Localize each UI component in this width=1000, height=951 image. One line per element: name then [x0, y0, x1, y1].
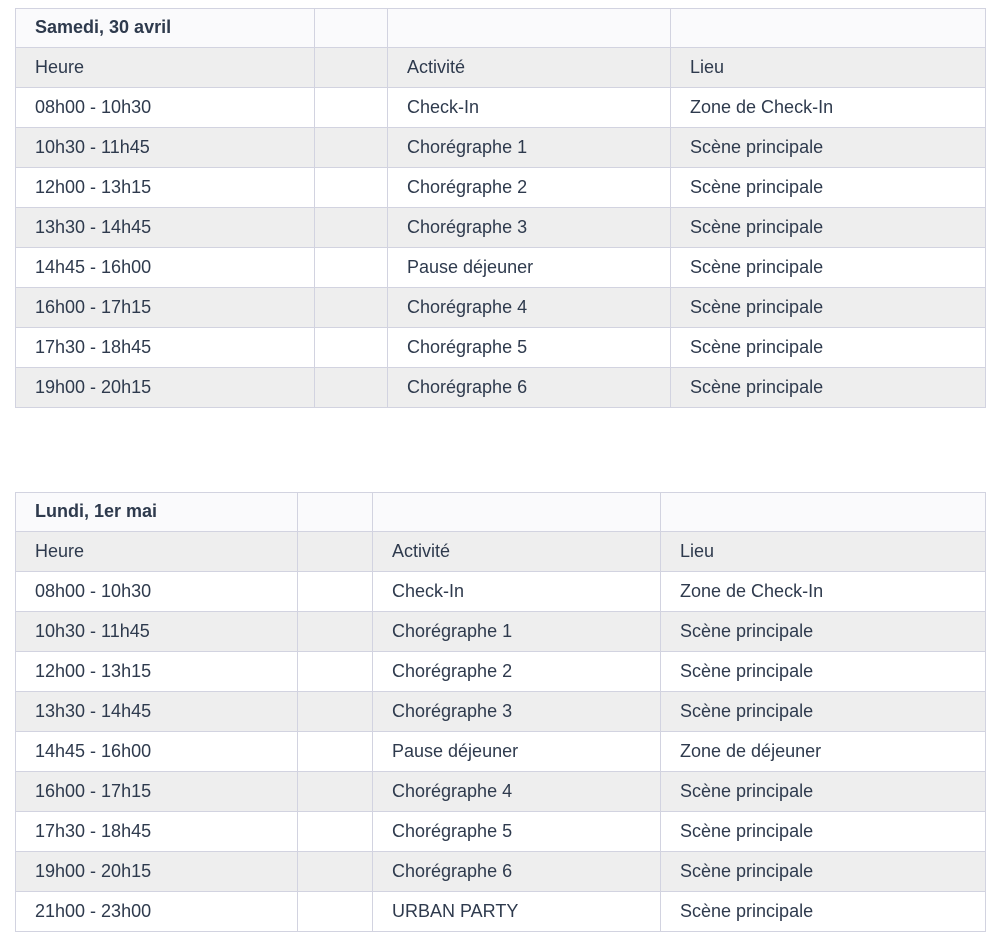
empty-cell — [388, 9, 671, 48]
spacer-cell — [298, 812, 373, 852]
spacer-cell — [315, 208, 388, 248]
spacer-cell — [315, 368, 388, 408]
location-cell: Scène principale — [661, 772, 986, 812]
column-header-lieu: Lieu — [671, 48, 986, 88]
table-row — [16, 368, 986, 408]
time-cell: 08h00 - 10h30 — [16, 572, 298, 612]
activity-cell: Chorégraphe 1 — [388, 128, 671, 168]
activity-cell: Chorégraphe 2 — [373, 652, 661, 692]
spacer-cell — [298, 572, 373, 612]
table-row — [16, 812, 986, 852]
column-header-activite: Activité — [388, 48, 671, 88]
time-cell: 16h00 - 17h15 — [16, 772, 298, 812]
table-row — [16, 288, 986, 328]
empty-cell — [373, 493, 661, 532]
column-header-heure: Heure — [16, 532, 298, 572]
time-cell: 17h30 - 18h45 — [16, 328, 315, 368]
activity-cell: Chorégraphe 6 — [388, 368, 671, 408]
location-cell: Scène principale — [661, 612, 986, 652]
activity-cell: Chorégraphe 3 — [388, 208, 671, 248]
table-title: Samedi, 30 avril — [16, 9, 315, 48]
time-cell: 21h00 - 23h00 — [16, 892, 298, 932]
activity-cell: Chorégraphe 6 — [373, 852, 661, 892]
empty-cell — [298, 532, 373, 572]
table-row — [16, 652, 986, 692]
spacer-cell — [298, 612, 373, 652]
time-cell: 10h30 - 11h45 — [16, 128, 315, 168]
location-cell: Scène principale — [671, 208, 986, 248]
time-cell: 13h30 - 14h45 — [16, 208, 315, 248]
spacer-cell — [298, 652, 373, 692]
activity-cell: Pause déjeuner — [373, 732, 661, 772]
table-row — [16, 772, 986, 812]
table-row — [16, 692, 986, 732]
location-cell: Scène principale — [661, 652, 986, 692]
location-cell: Scène principale — [671, 128, 986, 168]
time-cell: 19h00 - 20h15 — [16, 368, 315, 408]
column-header-lieu: Lieu — [661, 532, 986, 572]
activity-cell: Check-In — [388, 88, 671, 128]
time-cell: 13h30 - 14h45 — [16, 692, 298, 732]
time-cell: 14h45 - 16h00 — [16, 248, 315, 288]
time-cell: 16h00 - 17h15 — [16, 288, 315, 328]
location-cell: Scène principale — [671, 288, 986, 328]
table-row — [16, 612, 986, 652]
activity-cell: URBAN PARTY — [373, 892, 661, 932]
time-cell: 12h00 - 13h15 — [16, 652, 298, 692]
spacer-cell — [315, 128, 388, 168]
column-header-row — [16, 532, 986, 572]
spacer-cell — [315, 168, 388, 208]
time-cell: 17h30 - 18h45 — [16, 812, 298, 852]
location-cell: Zone de déjeuner — [661, 732, 986, 772]
table-row — [16, 128, 986, 168]
empty-cell — [671, 9, 986, 48]
empty-cell — [661, 493, 986, 532]
activity-cell: Chorégraphe 5 — [388, 328, 671, 368]
spacer-cell — [315, 288, 388, 328]
location-cell: Scène principale — [661, 812, 986, 852]
activity-cell: Chorégraphe 1 — [373, 612, 661, 652]
empty-cell — [298, 493, 373, 532]
column-header-activite: Activité — [373, 532, 661, 572]
spacer-cell — [298, 892, 373, 932]
column-header-heure: Heure — [16, 48, 315, 88]
location-cell: Scène principale — [671, 328, 986, 368]
table-row — [16, 208, 986, 248]
table-title: Lundi, 1er mai — [16, 493, 298, 532]
time-cell: 10h30 - 11h45 — [16, 612, 298, 652]
activity-cell: Chorégraphe 5 — [373, 812, 661, 852]
schedule-table-lundi — [15, 492, 986, 932]
table-row — [16, 168, 986, 208]
activity-cell: Chorégraphe 3 — [373, 692, 661, 732]
time-cell: 14h45 - 16h00 — [16, 732, 298, 772]
spacer-cell — [315, 328, 388, 368]
activity-cell: Chorégraphe 2 — [388, 168, 671, 208]
spacer-cell — [298, 852, 373, 892]
location-cell: Scène principale — [661, 852, 986, 892]
location-cell: Scène principale — [661, 692, 986, 732]
spacer-cell — [298, 692, 373, 732]
table-row — [16, 248, 986, 288]
activity-cell: Pause déjeuner — [388, 248, 671, 288]
spacer-cell — [298, 732, 373, 772]
time-cell: 19h00 - 20h15 — [16, 852, 298, 892]
activity-cell: Chorégraphe 4 — [373, 772, 661, 812]
location-cell: Zone de Check-In — [661, 572, 986, 612]
time-cell: 08h00 - 10h30 — [16, 88, 315, 128]
location-cell: Scène principale — [671, 248, 986, 288]
table-title-row — [16, 9, 986, 48]
time-cell: 12h00 - 13h15 — [16, 168, 315, 208]
activity-cell: Check-In — [373, 572, 661, 612]
spacer-cell — [315, 248, 388, 288]
spacer-cell — [315, 88, 388, 128]
table-title-row — [16, 493, 986, 532]
empty-cell — [315, 48, 388, 88]
column-header-row — [16, 48, 986, 88]
table-row — [16, 892, 986, 932]
location-cell: Scène principale — [671, 368, 986, 408]
table-row — [16, 328, 986, 368]
activity-cell: Chorégraphe 4 — [388, 288, 671, 328]
spacer-cell — [298, 772, 373, 812]
location-cell: Scène principale — [671, 168, 986, 208]
table-row — [16, 88, 986, 128]
table-row — [16, 572, 986, 612]
table-row — [16, 852, 986, 892]
schedule-table-samedi — [15, 8, 986, 408]
location-cell: Scène principale — [661, 892, 986, 932]
location-cell: Zone de Check-In — [671, 88, 986, 128]
empty-cell — [315, 9, 388, 48]
table-row — [16, 732, 986, 772]
